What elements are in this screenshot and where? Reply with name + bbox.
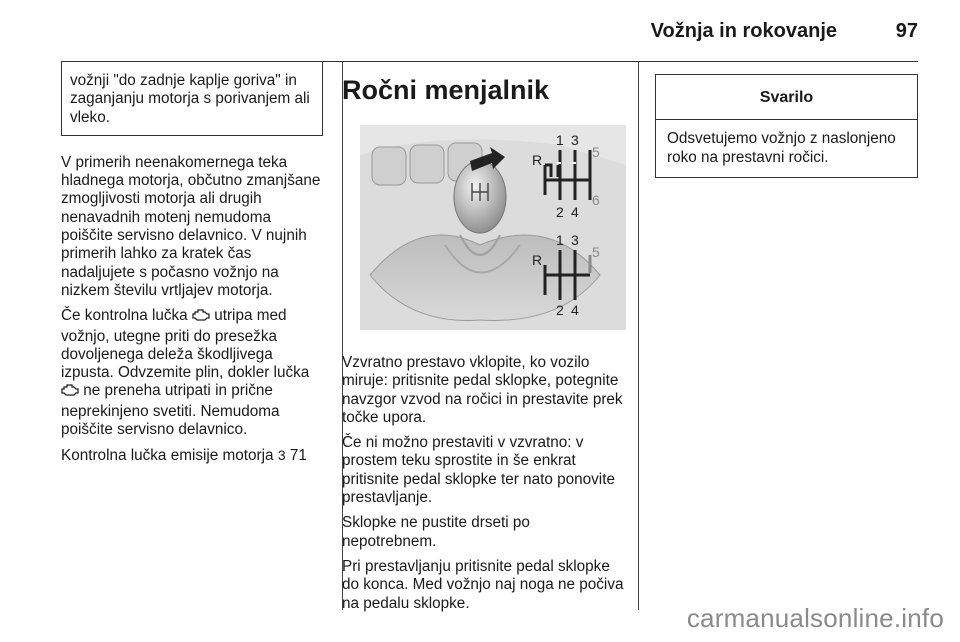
column-divider bbox=[638, 62, 639, 610]
continued-note-text: vožnji "do zadnje kaplje goriva" in zaganjanju motorja s porivanjem ali vleko. bbox=[70, 72, 310, 126]
engine-check-icon bbox=[192, 308, 210, 327]
gear-label-3a: 3 bbox=[571, 132, 579, 148]
text-segment: Če kontrolna lučka bbox=[61, 307, 188, 325]
gear-label-R2: R bbox=[532, 252, 543, 268]
warning-text: Odsvetujemo vožnjo z naslonjeno roko na prestavni ročici. bbox=[667, 130, 896, 166]
paragraph-reverse-fail: Če ni možno prestaviti v vzvratno: v prostem teku sprostite in še enkrat pritisnite pedal sklopke ter nato ponovite prestavljanje. bbox=[342, 434, 615, 507]
paragraph-emission-ref bbox=[61, 446, 323, 465]
text-segment: utripa med vožnjo, utegne priti do presežka dovoljenega deleža škodljivega izpusta. Odvzemite plin, dokler lučka bbox=[61, 307, 310, 382]
text-segment: Kontrolna lučka emisije motorja bbox=[61, 447, 274, 465]
continued-note-box bbox=[61, 62, 323, 136]
gear-label-3b: 3 bbox=[571, 232, 579, 248]
paragraph-rough-running: V primerih neenakomernega teka hladnega motorja, občutno zmanjšane zmogljivosti motorja ali drugih nenavadnih motenj nemudoma poiščite servisno delavnico. V nujnih primerih lahko za kratek čas nadaljujete s počasno vožnjo na nizkem številu vrtljajev motorja. bbox=[61, 153, 321, 299]
page-reference-icon: 3 bbox=[277, 447, 286, 464]
text-segment: ne preneha utripati in prične neprekinjeno svetiti. Nemudoma poiščite servisno delavnico. bbox=[61, 382, 280, 439]
column-right bbox=[655, 62, 918, 178]
page-reference-link[interactable]: 71 bbox=[289, 447, 307, 465]
warning-box bbox=[655, 74, 918, 178]
section-title: Ročni menjalnik bbox=[342, 75, 550, 105]
gear-label-4b: 4 bbox=[571, 302, 579, 318]
paragraph-clutch-slip: Sklopke ne pustite drseti po nepotrebnem. bbox=[342, 514, 530, 550]
column-middle bbox=[342, 62, 626, 620]
gear-label-4a: 4 bbox=[571, 204, 579, 220]
gear-label-1b: 1 bbox=[556, 232, 564, 248]
watermark: carmanualsonline.info bbox=[686, 603, 944, 633]
gear-label-1a: 1 bbox=[556, 132, 564, 148]
engine-check-icon bbox=[61, 383, 79, 402]
page-number: 97 bbox=[895, 20, 918, 42]
paragraph-warning-light bbox=[61, 307, 323, 439]
gear-label-5a: 5 bbox=[592, 144, 600, 160]
paragraph-clutch-press: Pri prestavljanju pritisnite pedal sklopke do konca. Med vožnjo naj noga ne počiva na pedalu sklopke. bbox=[342, 557, 624, 612]
paragraph-reverse-gear: Vzvratno prestavo vklopite, ko vozilo miruje: pritisnite pedal sklopke, potegnite navzgor vzvod na ročici in prestavite prek točke upora. bbox=[342, 354, 623, 426]
gear-label-6a: 6 bbox=[592, 192, 600, 208]
column-left bbox=[61, 62, 323, 473]
gearshift-illustration bbox=[360, 125, 626, 330]
gear-label-5b: 5 bbox=[592, 244, 600, 260]
warning-title: Svarilo bbox=[656, 74, 917, 120]
page-header-title: Vožnja in rokovanje bbox=[650, 20, 837, 42]
gear-label-R1: R bbox=[532, 152, 543, 168]
gear-label-2b: 2 bbox=[556, 302, 564, 318]
gear-label-2a: 2 bbox=[556, 204, 564, 220]
